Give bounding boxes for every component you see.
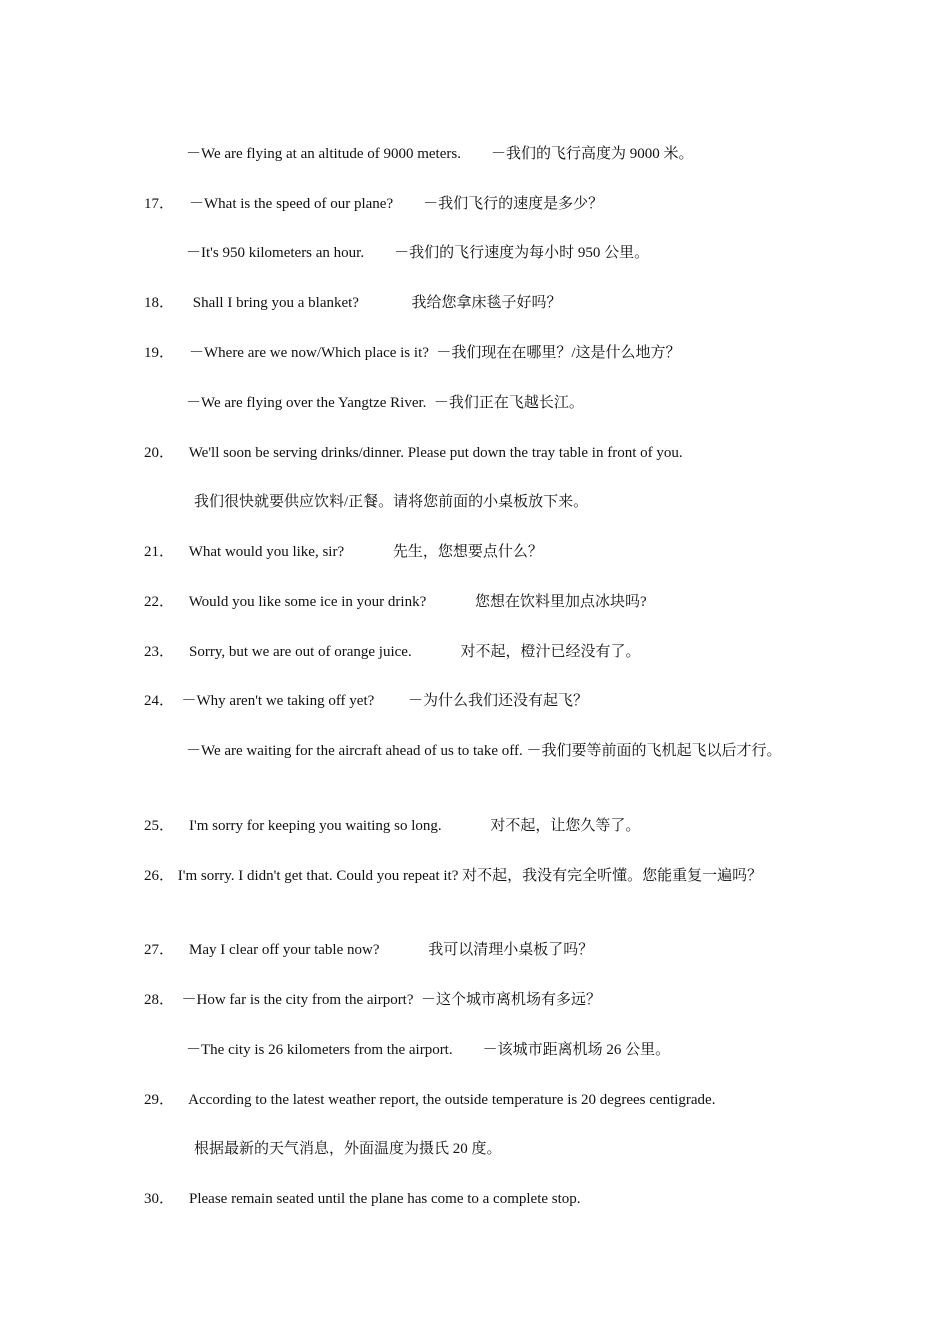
text-line: 30． Please remain seated until the plane has come to a complete stop.	[144, 1191, 581, 1207]
text-line: 19． －Where are we now/Which place is it? －我们现在在哪里？/这是什么地方？	[144, 345, 681, 361]
text-line: －We are waiting for the aircraft ahead of us to take off. －我们要等前面的飞机起飞以后才行。	[186, 743, 782, 759]
text-line: －We are flying at an altitude of 9000 meters. －我们的飞行高度为 9000 米。	[186, 146, 694, 162]
text-line: 23． Sorry, but we are out of orange juice. 对不起，橙汁已经没有了。	[144, 644, 641, 660]
text-line: 18． Shall I bring you a blanket? 我给您拿床毯子好吗？	[144, 295, 562, 311]
text-line: －We are flying over the Yangtze River. －我们正在飞越长江。	[186, 395, 584, 411]
text-line: －It's 950 kilometers an hour. －我们的飞行速度为每小时 950 公里。	[186, 245, 650, 261]
text-line: 25． I'm sorry for keeping you waiting so long. 对不起，让您久等了。	[144, 818, 641, 834]
text-line: 24． －Why aren't we taking off yet? －为什么我们还没有起飞？	[144, 693, 589, 709]
text-line: 26． I'm sorry. I didn't get that. Could you repeat it? 对不起，我没有完全听懂。您能重复一遍吗？	[144, 868, 763, 884]
text-line: 21． What would you like, sir? 先生，您想要点什么？	[144, 544, 543, 560]
text-line: 根据最新的天气消息，外面温度为摄氏 20 度。	[194, 1141, 502, 1157]
text-line: 27． May I clear off your table now? 我可以清理小桌板了吗？	[144, 942, 594, 958]
text-line: 17． －What is the speed of our plane? －我们飞行的速度是多少？	[144, 196, 604, 212]
text-line: 28． －How far is the city from the airport? －这个城市离机场有多远？	[144, 992, 602, 1008]
text-line: 29． According to the latest weather report, the outside temperature is 20 degrees centigrade.	[144, 1092, 716, 1108]
text-line: 我们很快就要供应饮料/正餐。请将您前面的小桌板放下来。	[194, 494, 589, 510]
text-line: 22． Would you like some ice in your drink? 您想在饮料里加点冰块吗?	[144, 594, 647, 610]
text-line: 20． We'll soon be serving drinks/dinner. Please put down the tray table in front of you.	[144, 445, 683, 461]
text-line: －The city is 26 kilometers from the airport. －该城市距离机场 26 公里。	[186, 1042, 671, 1058]
